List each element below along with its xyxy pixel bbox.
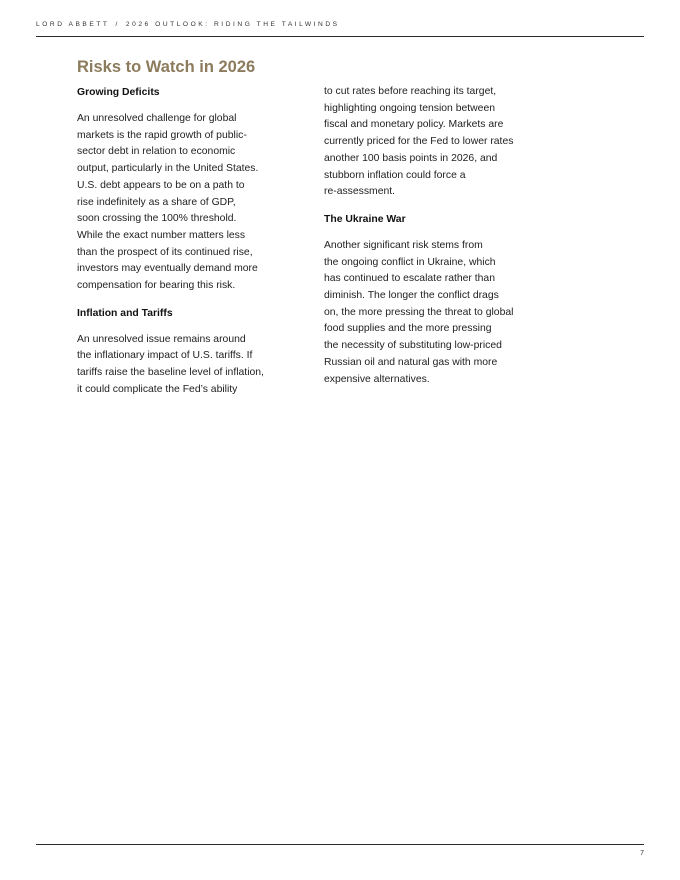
text-line: food supplies and the more pressing	[324, 323, 492, 335]
text-line: rise indefinitely as a share of GDP,	[77, 196, 236, 208]
paragraph-growing-deficits	[77, 111, 297, 295]
paragraph-inflation-tariffs	[77, 332, 297, 399]
paragraph-ukraine-war	[324, 238, 550, 388]
text-line: fiscal and monetary policy. Markets are	[324, 119, 504, 131]
text-line: Russian oil and natural gas with more	[324, 356, 498, 368]
text-line: has continued to escalate rather than	[324, 273, 495, 285]
text-line: Another significant risk stems from	[324, 239, 483, 251]
paragraph-inflation-tariffs-continued	[324, 84, 550, 201]
text-line: diminish. The longer the conflict drags	[324, 290, 499, 302]
text-line: compensation for bearing this risk.	[77, 280, 236, 292]
text-line: on, the more pressing the threat to global	[324, 306, 514, 318]
text-line: re-assessment.	[324, 186, 396, 198]
text-line: An unresolved issue remains around	[77, 333, 246, 345]
text-line: output, particularly in the United States.	[77, 163, 259, 175]
section-heading-ukraine-war: The Ukraine War	[324, 213, 406, 225]
header-rule	[36, 36, 644, 37]
text-line: the necessity of substituting low-priced	[324, 340, 502, 352]
text-line: tariffs raise the baseline level of inflation,	[77, 367, 264, 379]
running-header	[36, 21, 340, 28]
text-line: expensive alternatives.	[324, 373, 430, 385]
header-brand: LORD ABBETT	[36, 21, 110, 28]
text-line: soon crossing the 100% threshold.	[77, 213, 237, 225]
text-line: stubborn inflation could force a	[324, 169, 466, 181]
text-line: An unresolved challenge for global	[77, 113, 237, 124]
text-line: it could complicate the Fed’s ability	[77, 383, 238, 395]
text-line: the ongoing conflict in Ukraine, which	[324, 256, 496, 268]
section-heading-inflation-tariffs: Inflation and Tariffs	[77, 307, 173, 319]
text-line: markets is the rapid growth of public-	[77, 129, 247, 141]
text-line: currently priced for the Fed to lower rates	[324, 136, 514, 148]
header-report-title: 2026 OUTLOOK: RIDING THE TAILWINDS	[125, 21, 340, 28]
text-line: the inflationary impact of U.S. tariffs. If	[77, 350, 253, 362]
section-heading-growing-deficits: Growing Deficits	[77, 87, 160, 98]
text-line: another 100 basis points in 2026, and	[324, 152, 498, 164]
text-line: sector debt in relation to economic	[77, 146, 236, 158]
text-line: U.S. debt appears to be on a path to	[77, 179, 245, 191]
page-number: 7	[640, 850, 644, 857]
right-column	[324, 84, 550, 398]
header-separator: /	[115, 21, 120, 28]
text-line: investors may eventually demand more	[77, 263, 258, 275]
text-line: highlighting ongoing tension between	[324, 102, 496, 114]
text-line: than the prospect of its continued rise,	[77, 246, 253, 258]
text-line: While the exact number matters less	[77, 229, 246, 241]
page-title: Risks to Watch in 2026	[77, 58, 256, 76]
text-line: to cut rates before reaching its target,	[324, 86, 497, 97]
left-column	[77, 84, 297, 409]
footer-rule	[36, 844, 644, 845]
